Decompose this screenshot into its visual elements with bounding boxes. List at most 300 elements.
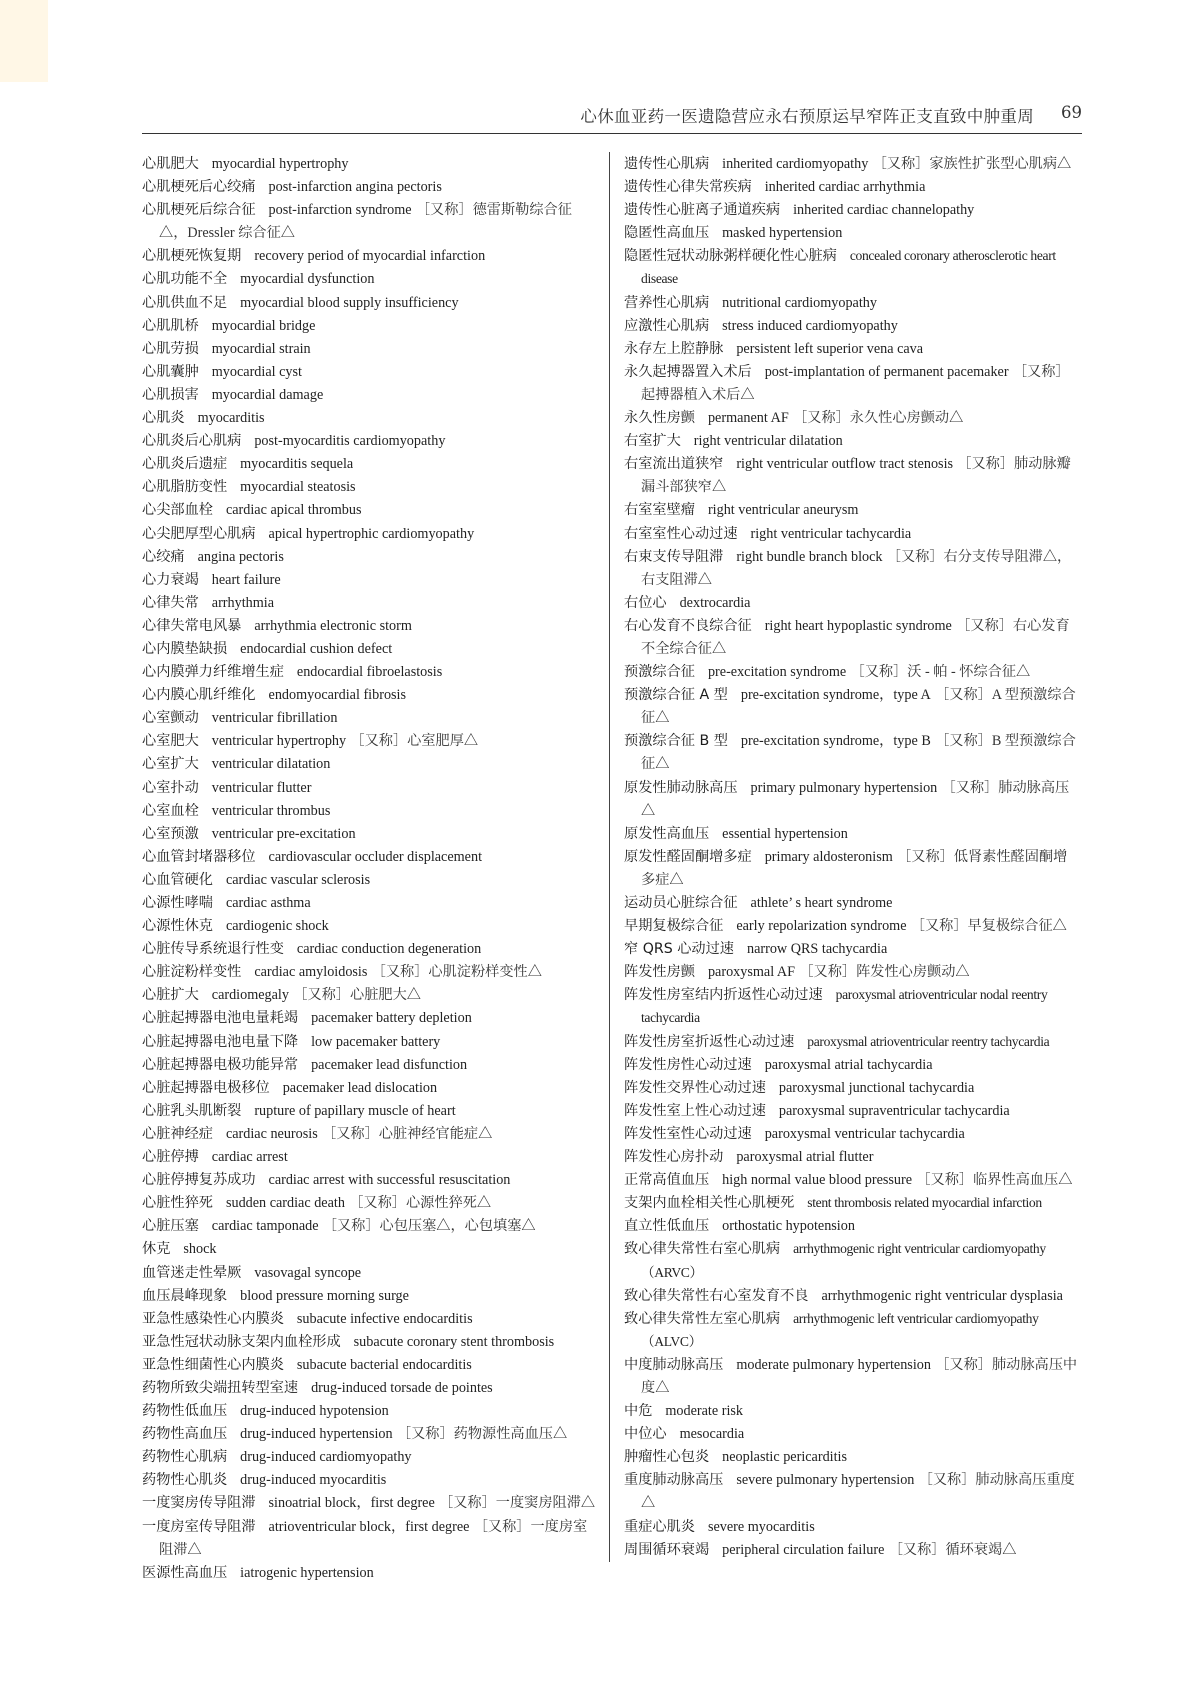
entry-english: arrhythmogenic left ventricular cardiomyopathy（ALVC）: [641, 1310, 1039, 1349]
glossary-entry: [142, 569, 596, 592]
entry-english: early repolarization syndrome: [736, 918, 907, 935]
entry-english: inherited cardiac channelopathy: [793, 202, 975, 219]
glossary-entry: [624, 915, 1079, 938]
entry-english: arrhythmia: [211, 594, 275, 611]
entry-term: 血压晨峰现象: [142, 1287, 228, 1304]
entry-english: endocardial cushion defect: [240, 640, 393, 657]
glossary-entry: [142, 199, 596, 245]
entry-english: apical hypertrophic cardiomyopathy: [268, 525, 475, 542]
entry-english: nutritional cardiomyopathy: [722, 294, 877, 311]
glossary-entry: [142, 1031, 596, 1054]
right-column: [624, 153, 1079, 1562]
glossary-entry: [624, 684, 1079, 730]
entry-english: narrow QRS tachycardia: [747, 941, 888, 958]
entry-term: 致心律失常性右心室发育不良: [624, 1287, 809, 1304]
entry-term: 心绞痛: [142, 548, 185, 565]
glossary-entry: [142, 1516, 596, 1562]
glossary-entry: [624, 961, 1079, 984]
entry-english: cardiac apical thrombus: [225, 502, 362, 519]
entry-term: 心肌炎后心肌病: [142, 433, 242, 450]
entry-english: stent thrombosis related myocardial infarction: [807, 1195, 1042, 1211]
entry-alias: ［又称］肺动脉高压重度△: [641, 1472, 1075, 1512]
entry-english: ventricular flutter: [211, 779, 312, 796]
entry-english: pacemaker lead disfunction: [311, 1056, 468, 1073]
glossary-entry: [142, 823, 596, 846]
glossary-entry: [142, 1423, 596, 1446]
entry-english: subacute bacterial endocarditis: [296, 1356, 472, 1373]
entry-english: endocardial fibroelastosis: [296, 664, 443, 681]
entry-term: 直立性低血压: [624, 1218, 710, 1235]
entry-english: iatrogenic hypertension: [240, 1564, 374, 1581]
entry-english: post-myocarditis cardiomyopathy: [254, 433, 446, 450]
entry-english: right bundle branch block: [736, 548, 883, 565]
entry-english: endomyocardial fibrosis: [268, 687, 407, 704]
glossary-entry: [142, 777, 596, 800]
entry-term: 心脏停搏复苏成功: [142, 1172, 256, 1189]
entry-term: 右室扩大: [624, 433, 681, 450]
glossary-entry: [624, 1031, 1079, 1054]
glossary-entry: [142, 938, 596, 961]
glossary-entry: [624, 777, 1079, 823]
entry-english: pre-excitation syndrome，type A: [740, 687, 931, 704]
glossary-entry: [142, 707, 596, 730]
entry-english: drug-induced cardiomyopathy: [240, 1449, 412, 1466]
entry-english: pacemaker lead dislocation: [282, 1079, 438, 1096]
entry-alias: ［又称］家族性扩张型心肌病△: [872, 156, 1072, 172]
entry-term: 心肌梗死恢复期: [142, 248, 242, 265]
entry-term: 心肌囊肿: [142, 363, 199, 380]
entry-term: 心尖部血栓: [142, 502, 213, 519]
entry-english: myocardial damage: [211, 386, 324, 403]
entry-term: 心脏起搏器电极功能异常: [142, 1056, 299, 1073]
glossary-entry: [142, 1077, 596, 1100]
entry-term: 心室预激: [142, 825, 199, 842]
glossary-entry: [624, 199, 1079, 222]
glossary-entry: [624, 1054, 1079, 1077]
glossary-entry: [624, 1077, 1079, 1100]
entry-term: 心肌损害: [142, 386, 199, 403]
entry-term: 心脏起搏器电池电量耗竭: [142, 1010, 299, 1027]
glossary-entry: [624, 546, 1079, 592]
entry-english: orthostatic hypotension: [722, 1218, 855, 1235]
glossary-entry: [142, 499, 596, 522]
entry-english: cardiac tamponade: [211, 1218, 319, 1235]
entry-term: 心肌供血不足: [142, 294, 228, 311]
glossary-entry: [624, 338, 1079, 361]
glossary-entry: [624, 176, 1079, 199]
entry-term: 右室室性心动过速: [624, 525, 738, 542]
left-column: [142, 153, 596, 1585]
glossary-entry: [624, 1100, 1079, 1123]
entry-english: myocardial cyst: [211, 363, 302, 380]
entry-english: cardiac asthma: [225, 895, 311, 911]
entry-alias: ［又称］肺动脉高压中度△: [641, 1356, 1078, 1396]
entry-term: 心肌炎后遗症: [142, 456, 228, 473]
entry-term: 心脏停搏: [142, 1149, 199, 1166]
entry-term: 亚急性感染性心内膜炎: [142, 1310, 284, 1327]
glossary-entry: [142, 915, 596, 938]
entry-term: 早期复极综合征: [624, 918, 724, 935]
entry-term: 致心律失常性左室心肌病: [624, 1310, 781, 1327]
entry-term: 致心律失常性右室心肌病: [624, 1241, 781, 1258]
entry-english: masked hypertension: [722, 225, 843, 242]
glossary-entry: [142, 1262, 596, 1285]
glossary-entry: [624, 315, 1079, 338]
entry-english: subacute infective endocarditis: [296, 1310, 473, 1327]
entry-alias: ［又称］心源性猝死△: [349, 1195, 492, 1212]
glossary-entry: [142, 592, 596, 615]
entry-term: 心内膜弹力纤维增生症: [142, 664, 284, 681]
entry-alias: ［又称］药物源性高血压△: [396, 1426, 568, 1443]
entry-english: heart failure: [211, 571, 281, 588]
entry-english: moderate pulmonary hypertension: [736, 1356, 931, 1373]
entry-english: athlete’ s heart syndrome: [750, 895, 893, 911]
entry-english: subacute coronary stent thrombosis: [353, 1333, 555, 1350]
entry-english: cardiac neurosis: [225, 1125, 318, 1142]
entry-term: 心尖肥厚型心肌病: [142, 525, 256, 542]
entry-term: 心律失常电风暴: [142, 617, 242, 634]
glossary-entry: [624, 407, 1079, 430]
glossary-entry: [142, 384, 596, 407]
entry-term: 阵发性室上性心动过速: [624, 1102, 766, 1119]
glossary-entry: [624, 1308, 1079, 1354]
glossary-entry: [624, 661, 1079, 684]
entry-term: 右室流出道狭窄: [624, 456, 724, 473]
entry-english: paroxysmal supraventricular tachycardia: [778, 1102, 1010, 1119]
glossary-entry: [142, 615, 596, 638]
entry-english: cardiogenic shock: [225, 918, 329, 935]
entry-term: 原发性醛固酮增多症: [624, 848, 752, 865]
entry-english: arrhythmia electronic storm: [254, 617, 412, 634]
entry-term: 心脏性猝死: [142, 1195, 213, 1212]
entry-english: permanent AF: [707, 410, 789, 427]
glossary-entry: [624, 1423, 1079, 1446]
entry-term: 心力衰竭: [142, 571, 199, 588]
entry-english: myocardial hypertrophy: [211, 156, 349, 172]
glossary-entry: [142, 1192, 596, 1215]
glossary-entry: [142, 1007, 596, 1030]
entry-term: 心肌梗死后综合征: [142, 202, 256, 219]
entry-term: 心肌炎: [142, 410, 185, 427]
glossary-entry: [624, 938, 1079, 961]
entry-term: 阵发性室性心动过速: [624, 1125, 752, 1142]
glossary-entry: [624, 823, 1079, 846]
glossary-entry: [624, 292, 1079, 315]
entry-term: 心肌劳损: [142, 340, 199, 357]
entry-english: drug-induced myocarditis: [240, 1472, 387, 1489]
entry-alias: ［又称］一度窦房阻滞△: [439, 1495, 596, 1512]
glossary-entry: [142, 292, 596, 315]
entry-english: paroxysmal atrial tachycardia: [764, 1056, 933, 1073]
glossary-entry: [142, 846, 596, 869]
entry-english: myocarditis: [197, 410, 265, 427]
entry-english: myocardial bridge: [211, 317, 316, 334]
glossary-entry: [624, 730, 1079, 776]
entry-alias: ［又称］一度房室阻滞△: [159, 1518, 588, 1558]
entry-term: 心脏淀粉样变性: [142, 964, 242, 981]
entry-term: 右心发育不良综合征: [624, 617, 752, 634]
entry-alias: ［又称］临界性高血压△: [916, 1172, 1073, 1189]
entry-term: 心脏传导系统退行性变: [142, 941, 284, 958]
entry-alias: ［又称］永久性心房颤动△: [793, 410, 964, 427]
glossary-entry: [142, 1238, 596, 1261]
glossary-entry: [624, 1539, 1079, 1562]
entry-term: 心源性哮喘: [142, 895, 213, 911]
glossary-entry: [142, 1308, 596, 1331]
entry-english: paroxysmal atrial flutter: [736, 1149, 874, 1166]
glossary-entry: [624, 153, 1079, 176]
entry-term: 重度肺动脉高压: [624, 1472, 724, 1489]
entry-alias: ［又称］右分支传导阻滞△，右支阻滞△: [641, 548, 1072, 588]
entry-english: vasovagal syncope: [254, 1264, 362, 1281]
entry-english: pre-excitation syndrome，type B: [740, 733, 931, 750]
entry-term: 永久起搏器置入术后: [624, 363, 752, 380]
entry-english: atrioventricular block，first degree: [268, 1518, 470, 1535]
entry-english: right ventricular aneurysm: [707, 502, 859, 519]
entry-term: 心室血栓: [142, 802, 199, 819]
entry-term: 右室室壁瘤: [624, 502, 695, 519]
entry-english: sinoatrial block，first degree: [268, 1495, 435, 1512]
glossary-entry: [624, 1146, 1079, 1169]
entry-english: severe pulmonary hypertension: [736, 1472, 915, 1489]
entry-term: 药物性心肌炎: [142, 1472, 228, 1489]
glossary-entry: [624, 1516, 1079, 1539]
glossary-entry: [142, 1492, 596, 1515]
page-number: 69: [1061, 103, 1082, 122]
entry-alias: ［又称］德雷斯勒综合征△，Dressler 综合征△: [159, 202, 572, 242]
entry-term: 心室扑动: [142, 779, 199, 796]
entry-term: 心脏起搏器电极移位: [142, 1079, 270, 1096]
glossary-entry: [624, 245, 1079, 291]
entry-term: 心血管硬化: [142, 871, 213, 888]
entry-term: 阵发性房性心动过速: [624, 1056, 752, 1073]
entry-english: paroxysmal AF: [707, 964, 796, 981]
glossary-entry: [142, 961, 596, 984]
entry-term: 心脏神经症: [142, 1125, 213, 1142]
glossary-entry: [142, 1123, 596, 1146]
entry-english: paroxysmal atrioventricular reentry tachycardia: [807, 1033, 1050, 1049]
glossary-entry: [624, 361, 1079, 407]
entry-term: 阵发性心房扑动: [624, 1149, 724, 1166]
glossary-entry: [624, 222, 1079, 245]
entry-english: myocarditis sequela: [240, 456, 354, 473]
entry-english: stress induced cardiomyopathy: [722, 317, 898, 334]
entry-english: paroxysmal atrioventricular nodal reentry tachycardia: [641, 987, 1048, 1026]
entry-english: drug-induced torsade de pointes: [311, 1379, 493, 1396]
glossary-entry: [624, 453, 1079, 499]
glossary-entry: [142, 1100, 596, 1123]
entry-term: 遗传性心脏离子通道疾病: [624, 202, 781, 219]
entry-alias: ［又称］沃 - 帕 - 怀综合征△: [850, 664, 1031, 681]
entry-term: 运动员心脏综合征: [624, 895, 738, 911]
entry-alias: ［又称］B 型预激综合征△: [641, 733, 1076, 773]
glossary-entry: [142, 1169, 596, 1192]
entry-english: right ventricular tachycardia: [750, 525, 912, 542]
glossary-entry: [624, 592, 1079, 615]
entry-english: paroxysmal junctional tachycardia: [778, 1079, 975, 1096]
glossary-entry: [142, 684, 596, 707]
entry-english: blood pressure morning surge: [240, 1287, 409, 1304]
glossary-entry: [142, 1354, 596, 1377]
entry-term: 预激综合征: [624, 664, 695, 681]
entry-term: 营养性心肌病: [624, 294, 710, 311]
glossary-entry: [142, 245, 596, 268]
scan-corner-mark: [0, 0, 48, 82]
entry-term: 心肌肥大: [142, 156, 199, 172]
entry-english: cardiomegaly: [211, 987, 289, 1004]
glossary-entry: [142, 1562, 596, 1585]
entry-term: 阵发性交界性心动过速: [624, 1079, 766, 1096]
entry-english: high normal value blood pressure: [722, 1172, 913, 1189]
glossary-entry: [142, 892, 596, 915]
entry-term: 隐匿性冠状动脉粥样硬化性心脏病: [624, 248, 837, 265]
glossary-entry: [142, 1331, 596, 1354]
entry-term: 心律失常: [142, 594, 199, 611]
entry-term: 心肌肌桥: [142, 317, 199, 334]
entry-term: 中度肺动脉高压: [624, 1356, 724, 1373]
entry-alias: ［又称］右心发育不全综合征△: [641, 617, 1070, 657]
entry-alias: ［又称］阵发性心房颤动△: [799, 964, 970, 981]
glossary-entry: [142, 1054, 596, 1077]
entry-english: post-infarction angina pectoris: [268, 179, 442, 196]
entry-term: 遗传性心肌病: [624, 156, 710, 172]
entry-english: sudden cardiac death: [225, 1195, 345, 1212]
entry-alias: ［又称］早复极综合征△: [910, 918, 1067, 935]
running-header: [142, 103, 1082, 134]
entry-term: 一度窦房传导阻滞: [142, 1495, 256, 1512]
glossary-entry: [142, 523, 596, 546]
entry-english: cardiac arrest with successful resuscitation: [268, 1172, 511, 1189]
entry-english: primary aldosteronism: [764, 848, 893, 865]
glossary-entry: [142, 430, 596, 453]
column-divider: [609, 152, 610, 1562]
entry-term: 心室颤动: [142, 710, 199, 727]
entry-term: 预激综合征 A 型: [624, 687, 728, 704]
entry-term: 心室肥大: [142, 733, 199, 750]
entry-term: 中位心: [624, 1426, 667, 1443]
entry-english: ventricular thrombus: [211, 802, 331, 819]
entry-english: essential hypertension: [722, 825, 848, 842]
glossary-entry: [142, 1215, 596, 1238]
glossary-entry: [142, 1146, 596, 1169]
entry-english: pre-excitation syndrome: [707, 664, 847, 681]
entry-alias: ［又称］心包压塞△，心包填塞△: [322, 1218, 536, 1235]
glossary-entry: [142, 1446, 596, 1469]
entry-english: primary pulmonary hypertension: [750, 779, 938, 796]
glossary-entry: [624, 1285, 1079, 1308]
glossary-entry: [142, 315, 596, 338]
entry-term: 肿瘤性心包炎: [624, 1449, 710, 1466]
glossary-entry: [624, 1400, 1079, 1423]
entry-term: 遗传性心律失常疾病: [624, 179, 752, 196]
glossary-entry: [142, 546, 596, 569]
entry-english: cardiac arrest: [211, 1149, 288, 1166]
entry-english: ventricular fibrillation: [211, 710, 338, 727]
entry-term: 心脏乳头肌断裂: [142, 1102, 242, 1119]
glossary-entry: [142, 453, 596, 476]
entry-term: 阵发性房颤: [624, 964, 695, 981]
entry-term: 心肌功能不全: [142, 271, 228, 288]
entry-term: 药物所致尖端扭转型室速: [142, 1379, 299, 1396]
entry-alias: ［又称］肺动脉高压△: [641, 779, 1070, 819]
glossary-entry: [624, 846, 1079, 892]
entry-alias: ［又称］低肾素性醛固酮增多症△: [641, 848, 1068, 888]
glossary-entry: [142, 869, 596, 892]
entry-term: 永存左上腔静脉: [624, 340, 724, 357]
entry-term: 心脏起搏器电池电量下降: [142, 1033, 299, 1050]
entry-term: 右束支传导阻滞: [624, 548, 724, 565]
entry-english: dextrocardia: [679, 594, 751, 611]
entry-term: 心脏扩大: [142, 987, 199, 1004]
entry-english: myocardial dysfunction: [240, 271, 375, 288]
glossary-entry: [624, 1215, 1079, 1238]
entry-english: cardiac vascular sclerosis: [225, 871, 371, 888]
glossary-entry: [142, 1285, 596, 1308]
entry-alias: ［又称］起搏器植入术后△: [641, 363, 1070, 403]
entry-english: ventricular dilatation: [211, 756, 331, 773]
glossary-entry: [142, 176, 596, 199]
entry-term: 原发性高血压: [624, 825, 710, 842]
entry-english: myocardial strain: [211, 340, 311, 357]
glossary-entry: [142, 268, 596, 291]
entry-english: drug-induced hypotension: [240, 1403, 389, 1420]
entry-alias: ［又称］A 型预激综合征△: [641, 687, 1076, 727]
entry-term: 中危: [624, 1403, 653, 1420]
entry-english: inherited cardiac arrhythmia: [764, 179, 926, 196]
entry-english: myocardial steatosis: [240, 479, 356, 496]
entry-english: low pacemaker battery: [311, 1033, 441, 1050]
entry-term: 一度房室传导阻滞: [142, 1518, 256, 1535]
entry-term: 心内膜垫缺损: [142, 640, 228, 657]
entry-term: 窄 QRS 心动过速: [624, 941, 734, 958]
entry-term: 心源性休克: [142, 918, 213, 935]
glossary-entry: [624, 984, 1079, 1030]
glossary-entry: [142, 984, 596, 1007]
entry-english: peripheral circulation failure: [722, 1541, 885, 1558]
entry-english: mesocardia: [679, 1426, 745, 1443]
glossary-entry: [624, 430, 1079, 453]
entry-term: 亚急性细菌性心内膜炎: [142, 1356, 284, 1373]
entry-term: 心脏压塞: [142, 1218, 199, 1235]
entry-term: 心肌脂肪变性: [142, 479, 228, 496]
glossary-entry: [142, 1469, 596, 1492]
glossary-entry: [142, 1377, 596, 1400]
entry-english: arrhythmogenic right ventricular dysplasia: [821, 1287, 1063, 1304]
glossary-entry: [624, 1192, 1079, 1215]
entry-term: 亚急性冠状动脉支架内血栓形成: [142, 1333, 341, 1350]
glossary-entry: [624, 1238, 1079, 1284]
entry-alias: ［又称］肺动脉瓣漏斗部狭窄△: [641, 456, 1071, 496]
glossary-entry: [624, 499, 1079, 522]
entry-english: right heart hypoplastic syndrome: [764, 617, 952, 634]
entry-english: cardiac conduction degeneration: [296, 941, 482, 958]
glossary-entry: [624, 615, 1079, 661]
entry-english: post-infarction syndrome: [268, 202, 412, 219]
entry-english: arrhythmogenic right ventricular cardiomyopathy（ARVC）: [641, 1241, 1046, 1280]
entry-term: 心血管封堵器移位: [142, 848, 256, 865]
glossary-entry: [624, 1446, 1079, 1469]
glossary-entry: [142, 476, 596, 499]
entry-english: post-implantation of permanent pacemaker: [764, 363, 1009, 380]
entry-english: shock: [183, 1241, 217, 1258]
entry-english: cardiovascular occluder displacement: [268, 848, 483, 865]
entry-term: 阵发性房室折返性心动过速: [624, 1033, 795, 1050]
glossary-entry: [142, 1400, 596, 1423]
entry-english: ventricular pre-excitation: [211, 825, 356, 842]
entry-english: moderate risk: [665, 1403, 743, 1420]
entry-term: 心肌梗死后心绞痛: [142, 179, 256, 196]
entry-term: 药物性高血压: [142, 1426, 228, 1443]
